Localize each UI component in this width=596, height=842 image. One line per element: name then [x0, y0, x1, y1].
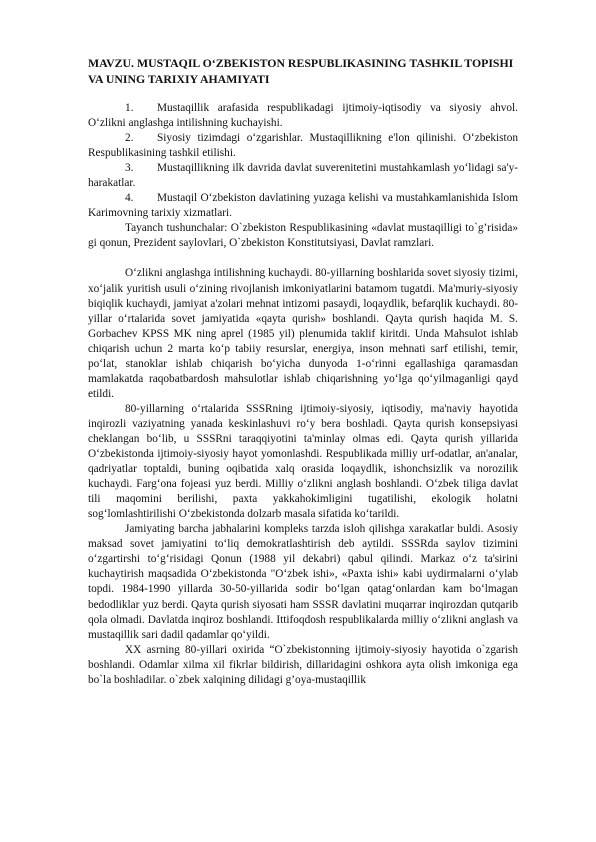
- plan-item-text: Siyosiy tizimdagi o‘zgarishlar. Mustaqillikning e'lon qilinishi. O‘zbekiston Respublikasining tashkil etilishi.: [88, 132, 518, 160]
- plan-item: [88, 131, 518, 161]
- plan-item-text: Mustaqillikning ilk davrida davlat suverenitetini mustahkamlash yo‘lidagi sa'y-harakatlar.: [88, 162, 518, 190]
- body-paragraph: 80-yillarning o‘rtalarida SSSRning ijtimoiy-siyosiy, iqtisodiy, ma'naviy hayotida inqirozli vaziyatning yanada keskinlashuvi ro‘y bera boshladi. Qayta qurish konsepsiyasi cheklangan bo‘lib, u SSSRni taraqqiyotini ta'minlay olmas edi. Qayta qurish yillarida O‘zbekistonda ijtimoiy-siyosiy hayot yomonlashdi. Respublikada milliy urf-odatlar, an'analar, qadriyatlar toptaldi, buning oqibatida xalq orasida loqaydlik, ishonchsizlik va norozilik kuchaydi. Farg‘ona fojeasi yuz berdi. Milliy o‘zlikni anglash boshlandi. O‘zbek tiliga davlat tili maqomini berilishi, paxta yakkahokimligini tugatilishi, ekologik holatni sog‘lomlashtirilishi O‘zbekistonda dolzarb masala sifatida ko‘tarildi.: [88, 402, 518, 521]
- plan-item-number: 1.: [125, 102, 134, 114]
- body-paragraph: Jamiyating barcha jabhalarini kompleks tarzda isloh qilishga xarakatlar buldi. Asosiy maksad sovet jamiyatini to‘liq demokratlashtirish deb aytildi. SSSRda saylov tizimini o‘zgartirshi to‘g‘risidagi Qonun (1988 yil dekabri) qabul qilindi. Markaz o‘z ta'sirini kuchaytirish maqsadida O‘zbekistonda "O‘zbek ishi», «Paxta ishi» kabi uydirmalarni o‘ylab topdi. 1984-1990 yillarda 30-50-yillarida sodir bo‘lgan qatag‘onlardan kam bo‘lmagan bedodliklar yuz berdi. Qayta qurish siyosati ham SSSR davlatini muqarrar inqirozdan qutqarib qola olmadi. Davlatda inqiroz boshlandi. Ittifoqdosh respublikalarda milliy o‘zlikni anglash va mustaqillik sari dadil qadamlar qo‘yildi.: [88, 523, 518, 641]
- key-concepts: Tayanch tushunchalar: O`zbekiston Respublikasining «davlat mustaqilligi to`g’risida» gi qonun, Prezident saylovlari, O`zbekiston Konstitutsiyasi, Davlat ramzlari.: [88, 222, 518, 250]
- plan-item-number: 3.: [125, 162, 134, 175]
- plan-item: [88, 191, 518, 221]
- plan-item-text: Mustaqil O‘zbekiston davlatining yuzaga kelishi va mustahkamlanishida Islom Karimovning tarixiy xizmatlari.: [88, 192, 518, 220]
- document-title: MAVZU. MUSTAQIL O‘ZBEKISTON RESPUBLIKASINING TASHKIL TOPISHI VA UNING TARIXIY AHAMIYATI: [88, 56, 514, 86]
- document-body: [88, 56, 518, 688]
- plan-list: [88, 101, 518, 221]
- plan-item: [88, 161, 518, 191]
- plan-item: [88, 101, 518, 131]
- body-paragraph: XX asrning 80-yillari oxirida “O`zbekistonning ijtimoiy-siyosiy hayotida o`zgarish boshlandi. Odamlar xilma xil fikrlar bildirish, dillaridagini oshkora ayta olish imkoniga ega bo`la boshladilar. o`zbek xalqining dilidagi g’oya-mustaqillik: [88, 643, 518, 686]
- body-paragraph: O‘zlikni anglashga intilishning kuchaydi. 80-yillarning boshlarida sovet siyosiy tizimi, xo‘jalik yuritish usuli o‘zining rivojlanish imkoniyatlarini batamom tugatdi. Ma'muriy-siyosiy biqiqlik kuchaydi, jamiyat a'zolari mehnat intizomi pasaydi, loqaydlik, befarqlik kuchaydi. 80-yillar o‘rtalarida sovet jamiyatida «qayta qurish» boshlandi. Qayta qurish haqida M. S. Gorbachev KPSS MK ning aprel (1985 yil) plenumida taklif kiritdi. Unda Mahsulot ishlab chiqarish uchun 2 marta ko‘p tabiiy resurslar, energiya, inson mehnati sarf etilishi, temir, po‘lat, stanoklar ishlab chiqarish bo‘yicha dunyoda 1-o‘rinni egallashiga qaramasdan mamlakatda raqobatbardosh mahsulotlar ishlab chiqarishning yo‘lga qo‘yilmaganligi qayd etildi.: [88, 267, 518, 400]
- plan-item-text: Mustaqillik arafasida respublikadagi ijtimoiy-iqtisodiy va siyosiy ahvol. O‘zlikni anglashga intilishning kuchayishi.: [88, 102, 518, 130]
- plan-item-number: 4.: [125, 192, 134, 205]
- plan-item-number: 2.: [125, 132, 134, 145]
